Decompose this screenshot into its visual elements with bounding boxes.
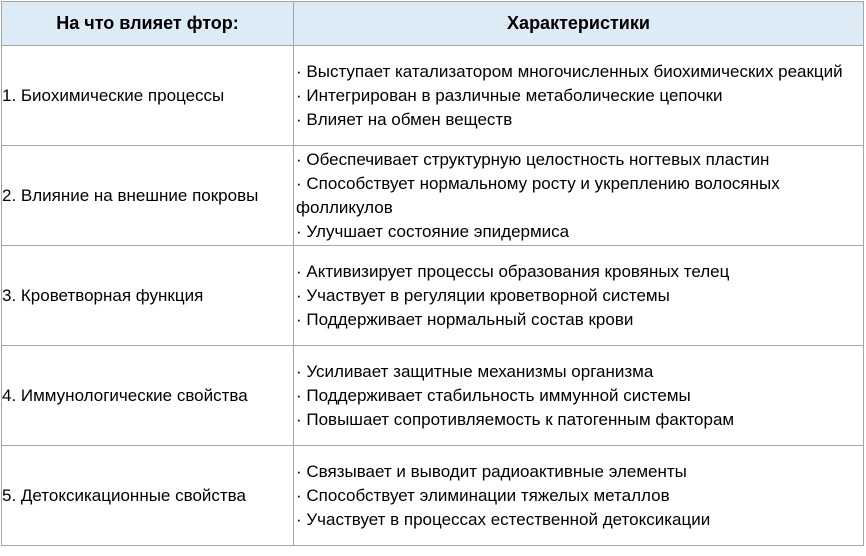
area-cell: 2. Влияние на внешние покровы <box>2 146 294 246</box>
header-area: На что влияет фтор: <box>2 2 294 46</box>
characteristic-item: · Поддерживает нормальный состав крови <box>296 309 634 329</box>
characteristic-item: · Способствует нормальному росту и укреплению волосяных фолликулов <box>296 173 780 217</box>
header-row <box>2 2 864 46</box>
characteristic-item: · Связывает и выводит радиоактивные элементы <box>296 461 687 481</box>
characteristic-item: · Поддерживает стабильность иммунной системы <box>296 385 691 405</box>
characteristic-item: · Обеспечивает структурную целостность ногтевых пластин <box>296 149 770 169</box>
table-row <box>2 46 864 146</box>
characteristic-item: · Способствует элиминации тяжелых металлов <box>296 485 670 505</box>
characteristic-item: · Повышает сопротивляемость к патогенным факторам <box>296 409 735 429</box>
area-cell: 5. Детоксикационные свойства <box>2 446 294 546</box>
area-cell: 3. Кроветворная функция <box>2 246 294 346</box>
characteristics-cell <box>294 446 864 546</box>
characteristics-cell <box>294 346 864 446</box>
header-characteristics: Характеристики <box>294 2 864 46</box>
table-row <box>2 246 864 346</box>
characteristic-item: · Участвует в регуляции кроветворной системы <box>296 285 670 305</box>
table-row <box>2 446 864 546</box>
area-cell: 4. Иммунологические свойства <box>2 346 294 446</box>
characteristics-cell <box>294 246 864 346</box>
characteristic-item: · Улучшает состояние эпидермиса <box>296 221 570 241</box>
characteristic-item: · Интегрирован в различные метаболические цепочки <box>296 85 723 105</box>
table-row <box>2 146 864 246</box>
characteristic-item: · Влияет на обмен веществ <box>296 109 513 129</box>
characteristic-item: · Выступает катализатором многочисленных биохимических реакций <box>296 61 843 81</box>
area-cell: 1. Биохимические процессы <box>2 46 294 146</box>
characteristic-item: · Активизирует процессы образования кровяных телец <box>296 261 730 281</box>
characteristics-cell <box>294 46 864 146</box>
characteristic-item: · Участвует в процессах естественной детоксикации <box>296 509 711 529</box>
table-row <box>2 346 864 446</box>
characteristics-cell <box>294 146 864 246</box>
fluorine-effects-table <box>1 1 864 546</box>
characteristic-item: · Усиливает защитные механизмы организма <box>296 361 654 381</box>
